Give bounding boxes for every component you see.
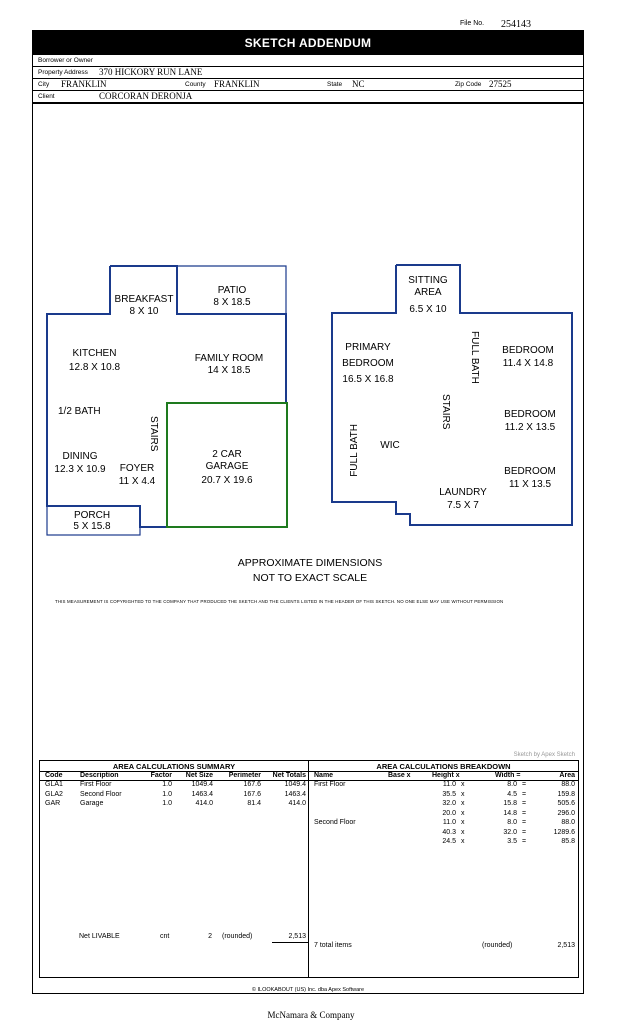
summary-cell-net-totals: 1463.4	[284, 790, 306, 798]
software-vendor-credit: © ILOOKABOUT (US) Inc. dba Apex Software	[251, 987, 365, 993]
company-name: McNamara & Company	[267, 1010, 355, 1020]
summary-cell-factor: 1.0	[162, 800, 172, 807]
county-value: FRANKLIN	[214, 79, 260, 89]
summary-cell-description: Second Floor	[80, 790, 122, 798]
sitting-area-dims: 6.5 X 10	[409, 304, 447, 315]
bedroom-1-dims: 11.4 X 14.8	[502, 358, 554, 369]
breakdown-header-width: Width =	[495, 772, 521, 779]
laundry-dims: 7.5 X 7	[447, 500, 479, 511]
not-to-scale-note: NOT TO EXACT SCALE	[252, 572, 368, 584]
breakfast-dims: 8 X 10	[129, 306, 159, 317]
net-livable-rule	[272, 942, 308, 943]
summary-header-net-totals: Net Totals	[272, 772, 306, 779]
full-bath-label-b: FULL BATH	[349, 424, 360, 477]
city-label: City	[38, 81, 50, 88]
zip-value: 27525	[489, 79, 512, 89]
bedroom-2-dims: 11.2 X 13.5	[504, 422, 556, 433]
breakdown-cell-area: 505.6	[557, 800, 575, 807]
bedroom-2-name: BEDROOM	[504, 409, 556, 420]
breakdown-cell-height: 11.0	[442, 819, 456, 826]
summary-cell-factor: 1.0	[162, 790, 172, 798]
client-label: Client	[38, 93, 55, 100]
breakdown-cell-equals: =	[522, 819, 527, 826]
approximate-dimensions-note: APPROXIMATE DIMENSIONS	[237, 557, 383, 569]
file-no-value: 254143	[501, 19, 531, 30]
breakfast-name: BREAKFAST	[114, 294, 174, 305]
kitchen-dims: 12.8 X 10.8	[68, 362, 121, 373]
summary-cell-net-totals: 414.0	[288, 800, 306, 807]
summary-header-net-size: Net Size	[185, 772, 213, 779]
foyer-name: FOYER	[119, 463, 155, 474]
full-bath-label-a: FULL BATH	[469, 331, 480, 384]
bedroom-3-name: BEDROOM	[504, 466, 556, 477]
dining-name: DINING	[62, 451, 98, 462]
primary-bedroom-name-2: BEDROOM	[342, 358, 394, 369]
breakdown-cell-name: First Floor	[314, 781, 346, 788]
breakdown-total-rounded: (rounded)	[482, 942, 513, 949]
breakdown-cell-equals: =	[522, 800, 527, 807]
net-livable-rounded: (rounded)	[222, 933, 253, 940]
net-livable-count: 2	[208, 933, 212, 940]
breakdown-cell-width: 3.5	[507, 838, 517, 845]
file-no-label: File No.	[460, 20, 485, 27]
breakdown-cell-height: 32.0	[442, 800, 456, 807]
family-room-name: FAMILY ROOM	[194, 353, 264, 364]
breakdown-cell-height: 40.3	[442, 828, 456, 836]
page-title: SKETCH ADDENDUM	[33, 31, 583, 55]
breakdown-cell-width: 8.0	[507, 819, 517, 826]
breakdown-cell-equals: =	[522, 838, 527, 845]
breakdown-cell-height: 35.5	[442, 790, 456, 798]
porch-name: PORCH	[73, 510, 111, 521]
kitchen-name: KITCHEN	[72, 348, 117, 359]
breakdown-cell-height: 20.0	[442, 809, 456, 817]
patio-name: PATIO	[217, 285, 247, 296]
summary-cell-factor: 1.0	[162, 781, 172, 788]
breakdown-cell-area: 88.0	[561, 781, 575, 788]
summary-title: AREA CALCULATIONS SUMMARY	[112, 762, 236, 771]
breakdown-cell-width: 8.0	[507, 781, 517, 788]
summary-cell-net-size: 1463.4	[191, 790, 213, 798]
breakdown-cell-x: x	[461, 838, 465, 845]
primary-bedroom-dims: 16.5 X 16.8	[342, 374, 394, 385]
breakdown-cell-width: 14.8	[503, 809, 517, 817]
half-bath-name: 1/2 BATH	[58, 406, 101, 417]
borrower-label: Borrower or Owner	[38, 57, 93, 64]
breakdown-cell-x: x	[461, 790, 465, 798]
summary-cell-perimeter: 167.6	[243, 781, 261, 788]
breakdown-cell-equals: =	[522, 809, 527, 817]
porch-dims: 5 X 15.8	[73, 521, 111, 532]
foyer-dims: 11 X 4.4	[118, 476, 156, 487]
breakdown-cell-height: 11.0	[442, 781, 456, 788]
breakdown-cell-x: x	[461, 781, 465, 788]
sketch-by-credit: Sketch by Apex Sketch	[513, 752, 575, 758]
county-label: County	[185, 81, 206, 88]
breakdown-cell-area: 88.0	[561, 819, 575, 826]
copyright-notice: THIS MEASUREMENT IS COPYRIGHTED TO THE COMPANY THAT PRODUCED THE SKETCH AND THE CLIENTS LISTED IN THE HEADER OF THIS SKETCH. NO ONE ELSE MAY USE WITHOUT PERMISSION	[55, 599, 504, 604]
city-value: FRANKLIN	[61, 79, 107, 89]
breakdown-cell-width: 15.8	[503, 800, 517, 807]
summary-header-description: Description	[80, 772, 119, 779]
second-floor-stairs-label: STAIRS	[440, 394, 451, 430]
net-livable-total: 2,513	[288, 933, 306, 940]
summary-header-perimeter: Perimeter	[228, 772, 261, 779]
client-value: CORCORAN DERONJA	[99, 91, 193, 101]
summary-cell-code: GLA1	[45, 781, 63, 788]
family-room-dims: 14 X 18.5	[207, 365, 251, 376]
summary-cell-net-size: 414.0	[195, 800, 213, 807]
breakdown-cell-area: 296.0	[557, 809, 575, 817]
breakdown-cell-x: x	[461, 819, 465, 826]
garage-name-2: GARAGE	[205, 461, 249, 472]
breakdown-cell-equals: =	[522, 781, 527, 788]
net-livable-cnt-label: cnt	[160, 933, 170, 940]
breakdown-cell-x: x	[461, 809, 465, 817]
sitting-area-name-2: AREA	[414, 287, 442, 298]
breakdown-title: AREA CALCULATIONS BREAKDOWN	[376, 762, 511, 771]
summary-cell-code: GAR	[45, 800, 61, 807]
breakdown-cell-equals: =	[522, 790, 527, 798]
breakdown-cell-height: 24.5	[442, 838, 456, 845]
summary-cell-perimeter: 81.4	[247, 800, 261, 807]
net-livable-label: Net LIVABLE	[79, 933, 120, 940]
breakdown-cell-area: 1289.6	[553, 828, 575, 836]
summary-cell-code: GLA2	[45, 790, 63, 798]
property-address-value: 370 HICKORY RUN LANE	[99, 67, 203, 77]
breakdown-cell-x: x	[461, 828, 465, 836]
breakdown-header-area: Area	[559, 772, 575, 779]
bedroom-3-dims: 11 X 13.5	[508, 479, 552, 490]
summary-header-factor: Factor	[150, 772, 172, 779]
summary-cell-net-size: 1049.4	[191, 781, 213, 788]
sitting-area-name: SITTING	[408, 275, 448, 286]
state-label: State	[327, 81, 343, 88]
laundry-name: LAUNDRY	[439, 487, 487, 498]
summary-cell-description: Garage	[80, 800, 104, 807]
breakdown-header-height: Height x	[432, 772, 460, 779]
breakdown-header-name: Name	[314, 772, 334, 779]
breakdown-total: 2,513	[557, 942, 575, 949]
garage-dims: 20.7 X 19.6	[201, 475, 253, 486]
property-address-label: Property Address	[38, 69, 88, 76]
summary-cell-perimeter: 167.6	[243, 790, 261, 798]
first-floor-stairs-label: STAIRS	[148, 416, 159, 452]
breakdown-header-base: Base x	[388, 772, 411, 779]
breakdown-cell-area: 85.8	[561, 838, 575, 845]
breakdown-cell-width: 4.5	[507, 790, 517, 798]
bedroom-1-name: BEDROOM	[502, 345, 554, 356]
summary-header-code: Code	[45, 772, 63, 779]
breakdown-cell-width: 32.0	[503, 828, 517, 836]
wic-label: WIC	[380, 440, 400, 451]
total-items-label: 7 total items	[314, 942, 352, 949]
breakdown-cell-name: Second Floor	[314, 819, 356, 826]
zip-label: Zip Code	[455, 81, 482, 88]
dining-dims: 12.3 X 10.9	[54, 464, 106, 475]
primary-bedroom-name: PRIMARY	[345, 342, 391, 353]
garage-name: 2 CAR	[212, 449, 242, 460]
breakdown-cell-area: 159.8	[557, 790, 575, 798]
summary-cell-net-totals: 1049.4	[284, 781, 306, 788]
tables-divider	[308, 760, 309, 978]
state-value: NC	[352, 79, 365, 89]
breakdown-cell-equals: =	[522, 828, 527, 836]
summary-cell-description: First Floor	[80, 781, 112, 788]
breakdown-cell-x: x	[461, 800, 465, 807]
patio-dims: 8 X 18.5	[213, 297, 251, 308]
